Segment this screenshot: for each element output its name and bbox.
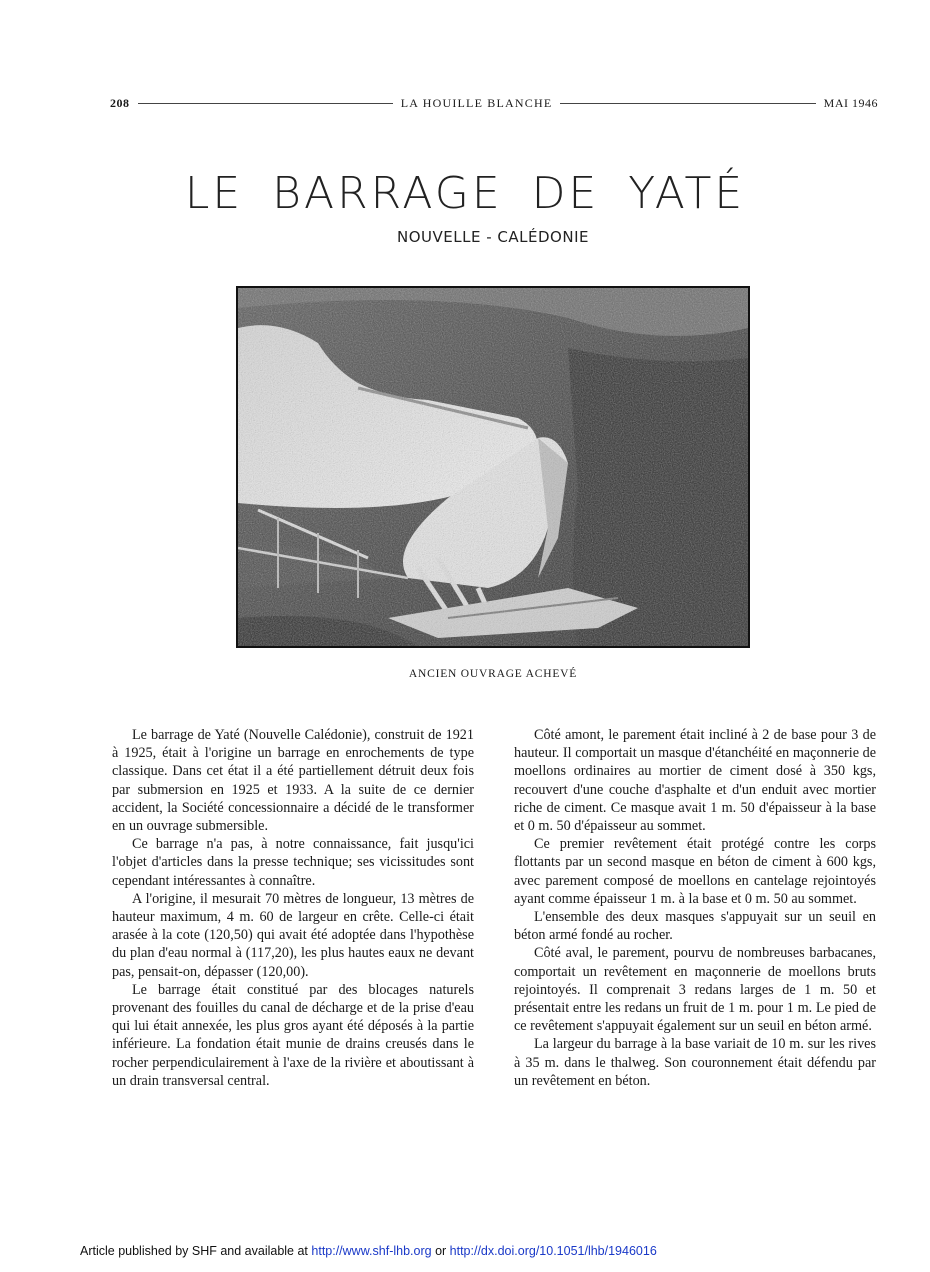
publication-footer — [80, 1244, 657, 1258]
running-header — [110, 94, 878, 112]
header-rule-right — [560, 103, 815, 104]
footer-prefix: Article published by SHF and available at — [80, 1244, 312, 1258]
paragraph: Le barrage de Yaté (Nouvelle Calédonie), construit de 1921 à 1925, était à l'origine un barrage en enrochements de type classique. Dans cet état il a été partiellement détruit deux fois par submersion en 1925 et 1933. A la suite de ce dernier accident, la Société concessionnaire a décidé de le transformer en un ouvrage submersible. — [112, 727, 474, 835]
dam-photograph-icon — [238, 288, 748, 646]
paragraph: La largeur du barrage à la base variait de 10 m. sur les rives à 35 m. dans le thalweg. Son couronnement était défendu par un revêtement en béton. — [514, 1036, 876, 1089]
paragraph: Le barrage était constitué par des blocages naturels provenant des fouilles du canal de décharge et de la prise d'eau qui lui était annexée, les plus gros ayant été déposés à la partie inférieure. La fondation était munie de drains creusés dans le rocher perpendiculairement à l'axe de la rivière et aboutissant à un drain transversal central. — [112, 981, 474, 1089]
footer-or: or — [431, 1244, 450, 1258]
paragraph: Côté aval, le parement, pourvu de nombreuses barbacanes, comportait un revêtement en maçonnerie de moellons bruts rejointoyés. Il comprenait 3 redans larges de 1 m. 50 et présentait entre les redans un fruit de 1 m. pour 1 m. Le pied de ce revêtement s'appuyait également sur un seuil en béton armé. — [514, 945, 876, 1035]
dam-photograph — [236, 286, 750, 648]
article-subtitle: NOUVELLE - CALÉDONIE — [397, 228, 589, 246]
doi-link[interactable]: http://dx.doi.org/10.1051/lhb/1946016 — [449, 1244, 657, 1258]
page-number: 208 — [110, 95, 130, 110]
issue-date: MAI 1946 — [823, 95, 878, 110]
paragraph: Ce barrage n'a pas, à notre connaissance, fait jusqu'ici l'objet d'articles dans la presse technique; ses vicissitudes sont cependant intéressantes à connaître. — [112, 836, 474, 889]
paragraph: A l'origine, il mesurait 70 mètres de longueur, 13 mètres de hauteur maximum, 4 m. 60 de largeur en crête. Celle-ci était arasée à la cote (120,50) qui avait été adoptée dans l'hypothèse du plan d'eau normal à (117,20), les plus hautes eaux ne devant pas, pensait-on, dépasser (120,00). — [112, 890, 474, 980]
header-rule-left — [138, 103, 393, 104]
paragraph: L'ensemble des deux masques s'appuyait sur un seuil en béton armé fondé au rocher. — [514, 909, 876, 944]
journal-name: LA HOUILLE BLANCHE — [400, 95, 553, 110]
left-column — [112, 726, 474, 1090]
article-title: LE BARRAGE DE YATÉ — [184, 168, 746, 219]
paragraph: Ce premier revêtement était protégé contre les corps flottants par un second masque en béton de ciment à 600 kgs, avec parement composé de moellons en cantelage rejointoyés ayant comme épaisseur 1 m. à la base et 0 m. 50 au sommet. — [514, 836, 876, 907]
shf-link[interactable]: http://www.shf-lhb.org — [311, 1244, 432, 1258]
paragraph: Côté amont, le parement était incliné à 2 de base pour 3 de hauteur. Il comportait un masque d'étanchéité en maçonnerie de moellons ordinaires au mortier de ciment dosé à 350 kgs, recouvert d'une couche d'asphalte et d'un enduit avec mortier riche de ciment. Ce masque avait 1 m. 50 d'épaisseur à la base et 0 m. 50 d'épaisseur au sommet. — [514, 727, 876, 835]
photo-caption: ANCIEN OUVRAGE ACHEVÉ — [408, 668, 578, 680]
right-column — [514, 726, 876, 1090]
